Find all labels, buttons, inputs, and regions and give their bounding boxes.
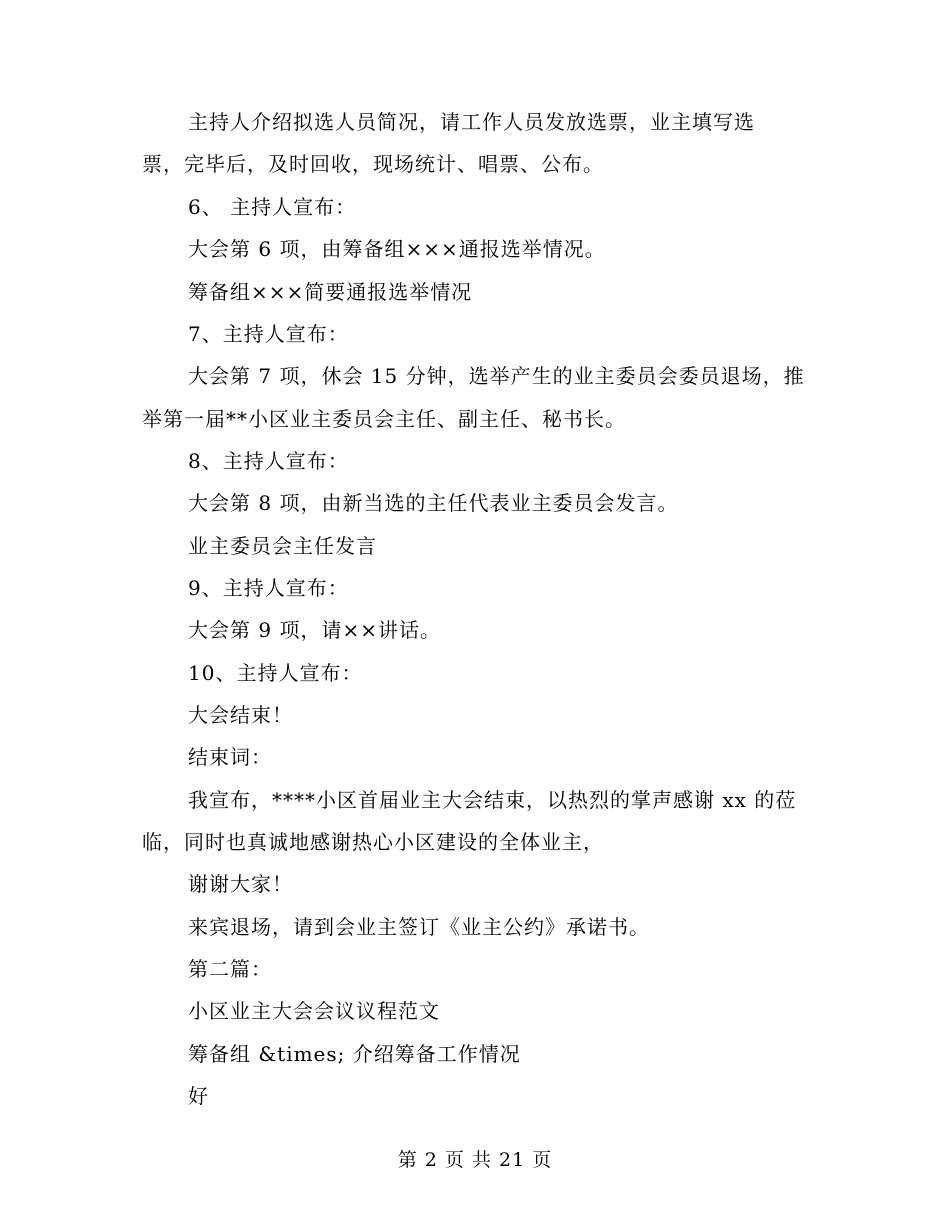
paragraph-line: 大会第 8 项，由新当选的主任代表业主委员会发言。: [188, 491, 679, 515]
paragraph-line: 大会第 6 项，由筹备组×××通报选举情况。: [188, 237, 606, 261]
paragraph-line: 筹备组×××简要通报选举情况: [188, 280, 473, 304]
paragraph-line: 主持人介绍拟选人员简况，请工作人员发放选票，业主填写选: [188, 110, 755, 134]
paragraph-line: 结束词：: [188, 745, 272, 769]
paragraph-line: 筹备组 &times; 介绍筹备工作情况: [188, 1042, 521, 1066]
paragraph-line: 举第一届**小区业主委员会主任、副主任、秘书长。: [142, 407, 626, 431]
paragraph-line: 我宣布，****小区首届业主大会结束，以热烈的掌声感谢 xx 的莅: [188, 788, 797, 812]
paragraph-line: 大会第 9 项，请××讲话。: [188, 618, 441, 642]
item-heading: 7、主持人宣布：: [188, 322, 349, 346]
paragraph-line: 好: [188, 1084, 209, 1108]
section-title: 小区业主大会会议议程范文: [188, 999, 440, 1023]
paragraph-line: 票，完毕后，及时回收，现场统计、唱票、公布。: [142, 152, 604, 176]
paragraph-line: 大会第 7 项，休会 15 分钟，选举产生的业主委员会委员退场，推: [188, 364, 805, 388]
paragraph-line: 大会结束！: [188, 703, 293, 727]
section-heading: 第二篇：: [188, 957, 272, 981]
item-heading: 9、主持人宣布：: [188, 576, 349, 600]
paragraph-line: 业主委员会主任发言: [188, 534, 377, 558]
paragraph-line: 来宾退场，请到会业主签订《业主公约》承诺书。: [188, 915, 650, 939]
page-number-footer: 第 2 页 共 21 页: [397, 1149, 553, 1171]
paragraph-line: 谢谢大家！: [188, 872, 293, 896]
paragraph-line: 临，同时也真诚地感谢热心小区建设的全体业主，: [142, 830, 604, 854]
item-heading: 6、 主持人宣布：: [188, 195, 357, 219]
item-heading: 8、主持人宣布：: [188, 449, 349, 473]
item-heading: 10、主持人宣布：: [188, 661, 363, 685]
